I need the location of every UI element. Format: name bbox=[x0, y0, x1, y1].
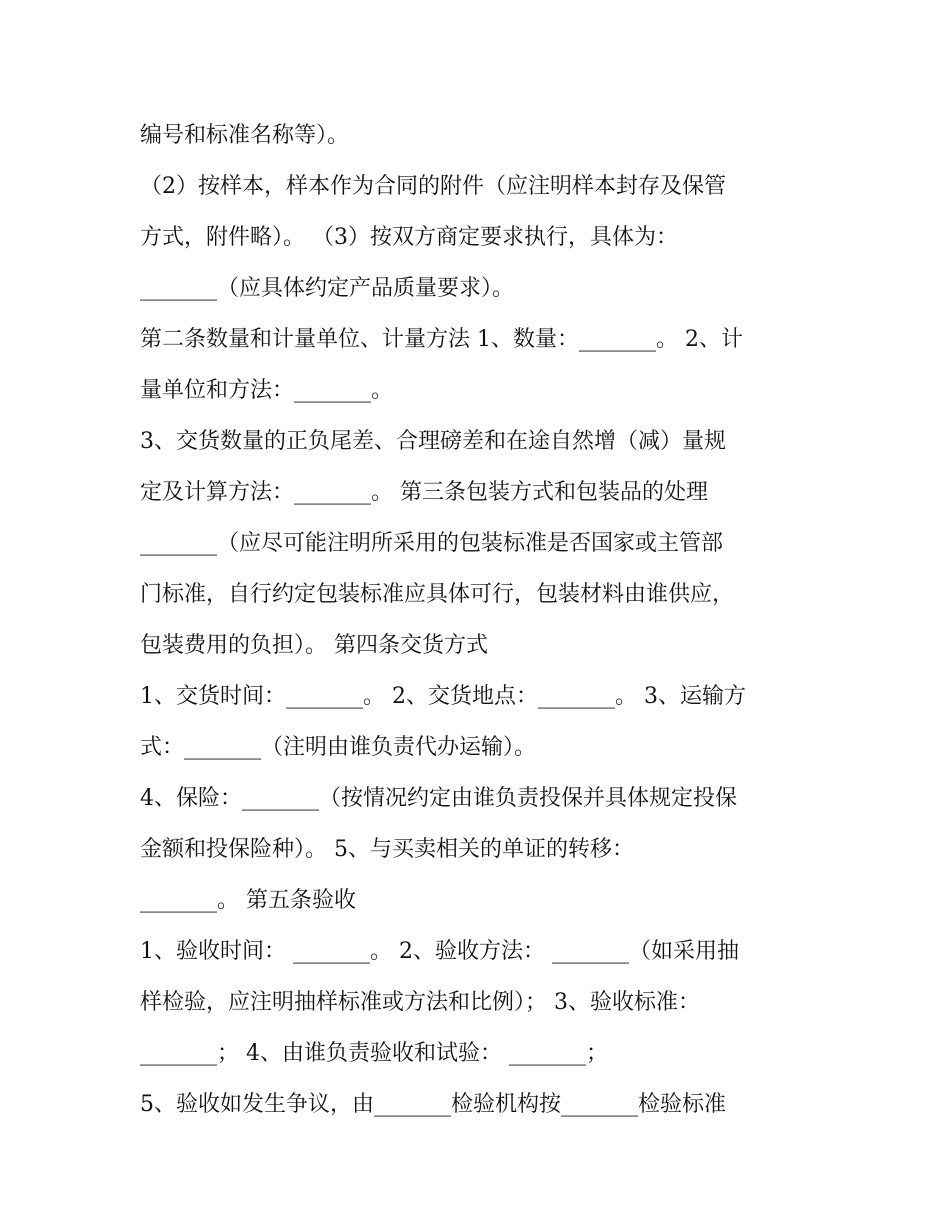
text-line-1: 编号和标准名称等）。 bbox=[140, 123, 350, 148]
text-line-3: 方式，附件略）。 （3）按双方商定要求执行，具体为： bbox=[140, 225, 678, 250]
text-line-15: 金额和投保险种）。 5、与买卖相关的单证的转移： bbox=[140, 837, 634, 862]
text-line-9: _______（应尽可能注明所采用的包装标准是否国家或主管部 bbox=[140, 531, 724, 556]
text-line-7: 3、交货数量的正负尾差、合理磅差和在途自然增（减）量规 bbox=[140, 429, 726, 454]
text-line-12: 1、交货时间：_______。 2、交货地点：_______。 3、运输方 bbox=[140, 684, 746, 709]
text-line-5: 第二条数量和计量单位、计量方法 1、数量：_______。 2、计 bbox=[140, 327, 743, 352]
text-line-6: 量单位和方法：_______。 bbox=[140, 378, 394, 403]
text-line-14: 4、保险：_______（按情况约定由谁负责投保并具体规定投保 bbox=[140, 786, 737, 811]
text-line-11: 包装费用的负担）。 第四条交货方式 bbox=[140, 633, 488, 658]
text-line-17: 1、验收时间： _______。 2、验收方法： _______（如采用抽 bbox=[140, 939, 739, 964]
text-line-4: _______（应具体约定产品质量要求）。 bbox=[140, 276, 515, 301]
text-line-19: _______； 4、由谁负责验收和试验： _______； bbox=[140, 1041, 608, 1066]
text-line-18: 样检验，应注明抽样标准或方法和比例）； 3、验收标准： bbox=[140, 990, 700, 1015]
text-line-20: 5、验收如发生争议，由_______检验机构按_______检验标准 bbox=[140, 1092, 726, 1117]
document-body bbox=[140, 110, 820, 1130]
text-line-16: _______。 第五条验收 bbox=[140, 888, 356, 913]
text-line-2: （2）按样本，样本作为合同的附件（应注明样本封存及保管 bbox=[140, 174, 726, 199]
text-line-10: 门标准，自行约定包装标准应具体可行，包装材料由谁供应， bbox=[140, 582, 735, 607]
text-line-8: 定及计算方法：_______。 第三条包装方式和包装品的处理 bbox=[140, 480, 708, 505]
text-line-13: 式：_______（注明由谁负责代办运输）。 bbox=[140, 735, 537, 760]
